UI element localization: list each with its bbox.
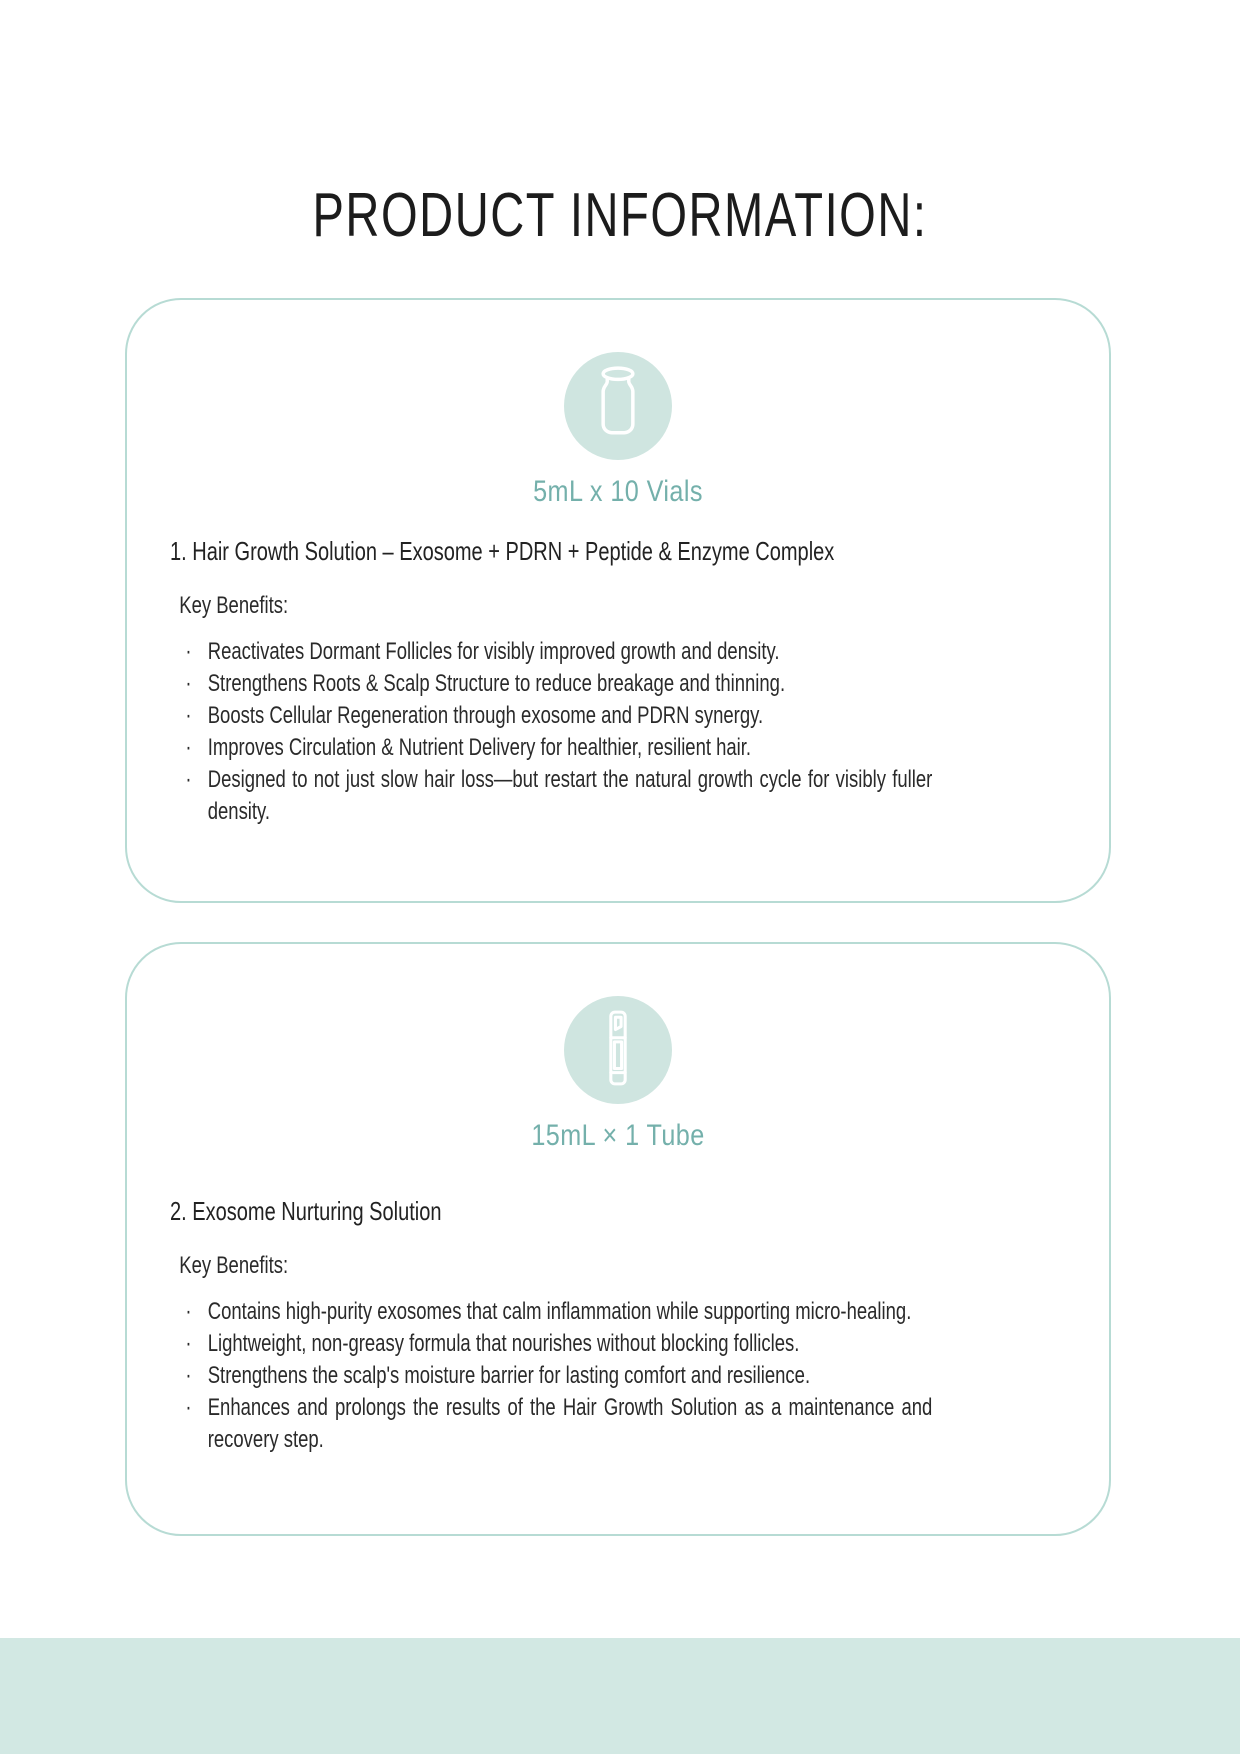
bullet-item	[173, 668, 932, 700]
volume-label: 5mL x 10 Vials	[533, 475, 703, 508]
bullet-dot: ·	[185, 670, 192, 697]
bullet-dot: ·	[185, 766, 192, 793]
vial-icon	[587, 363, 649, 450]
bullet-dot: ·	[185, 1362, 192, 1389]
bullet-text: Strengthens the scalp's moisture barrier for lasting comfort and resilience.	[207, 1362, 811, 1389]
bullet-dot: ·	[185, 702, 192, 729]
bullet-text: Reactivates Dormant Follicles for visibly improved growth and density.	[207, 638, 780, 665]
bullet-item	[173, 700, 932, 732]
bullet-item	[173, 636, 932, 668]
bullet-item	[173, 764, 932, 828]
bullet-item	[173, 732, 932, 764]
key-benefits-label: Key Benefits:	[179, 1252, 289, 1279]
bullet-item	[173, 1360, 932, 1392]
product-heading: 2. Exosome Nurturing Solution	[170, 1196, 442, 1226]
page-title: PRODUCT INFORMATION:	[312, 180, 928, 250]
product-heading: 1. Hair Growth Solution – Exosome + PDRN + Peptide & Enzyme Complex	[170, 536, 835, 566]
card-body	[170, 534, 932, 828]
bullet-text: Contains high-purity exosomes that calm inflammation while supporting micro-healing.	[207, 1298, 912, 1325]
bullet-text: Strengthens Roots & Scalp Structure to reduce breakage and thinning.	[207, 670, 786, 697]
product-card-exosome-nurturing-solution	[125, 942, 1111, 1536]
product-card-hair-growth-solution	[125, 298, 1111, 903]
bullet-dot: ·	[185, 1394, 192, 1421]
bullet-text: Designed to not just slow hair loss—but restart the natural growth cycle for visibly fuller density.	[207, 766, 933, 825]
bullet-text: Boosts Cellular Regeneration through exosome and PDRN synergy.	[207, 702, 764, 729]
benefits-list	[170, 1296, 932, 1456]
tube-icon-circle	[564, 996, 672, 1104]
bullet-text: Improves Circulation & Nutrient Delivery for healthier, resilient hair.	[207, 734, 752, 761]
footer-mint-band	[0, 1638, 1240, 1754]
benefits-list	[170, 636, 932, 828]
card-body	[170, 1194, 932, 1456]
vial-icon-circle	[564, 352, 672, 460]
volume-label: 15mL × 1 Tube	[531, 1119, 705, 1152]
bullet-item	[173, 1296, 932, 1328]
bullet-text: Lightweight, non-greasy formula that nourishes without blocking follicles.	[207, 1330, 800, 1357]
tube-icon	[587, 1007, 649, 1094]
bullet-dot: ·	[185, 1330, 192, 1357]
bullet-dot: ·	[185, 1298, 192, 1325]
key-benefits-label: Key Benefits:	[179, 592, 289, 619]
bullet-dot: ·	[185, 638, 192, 665]
bullet-text: Enhances and prolongs the results of the Hair Growth Solution as a maintenance and recovery step.	[207, 1394, 933, 1453]
bullet-item	[173, 1392, 932, 1456]
bullet-dot: ·	[185, 734, 192, 761]
bullet-item	[173, 1328, 932, 1360]
